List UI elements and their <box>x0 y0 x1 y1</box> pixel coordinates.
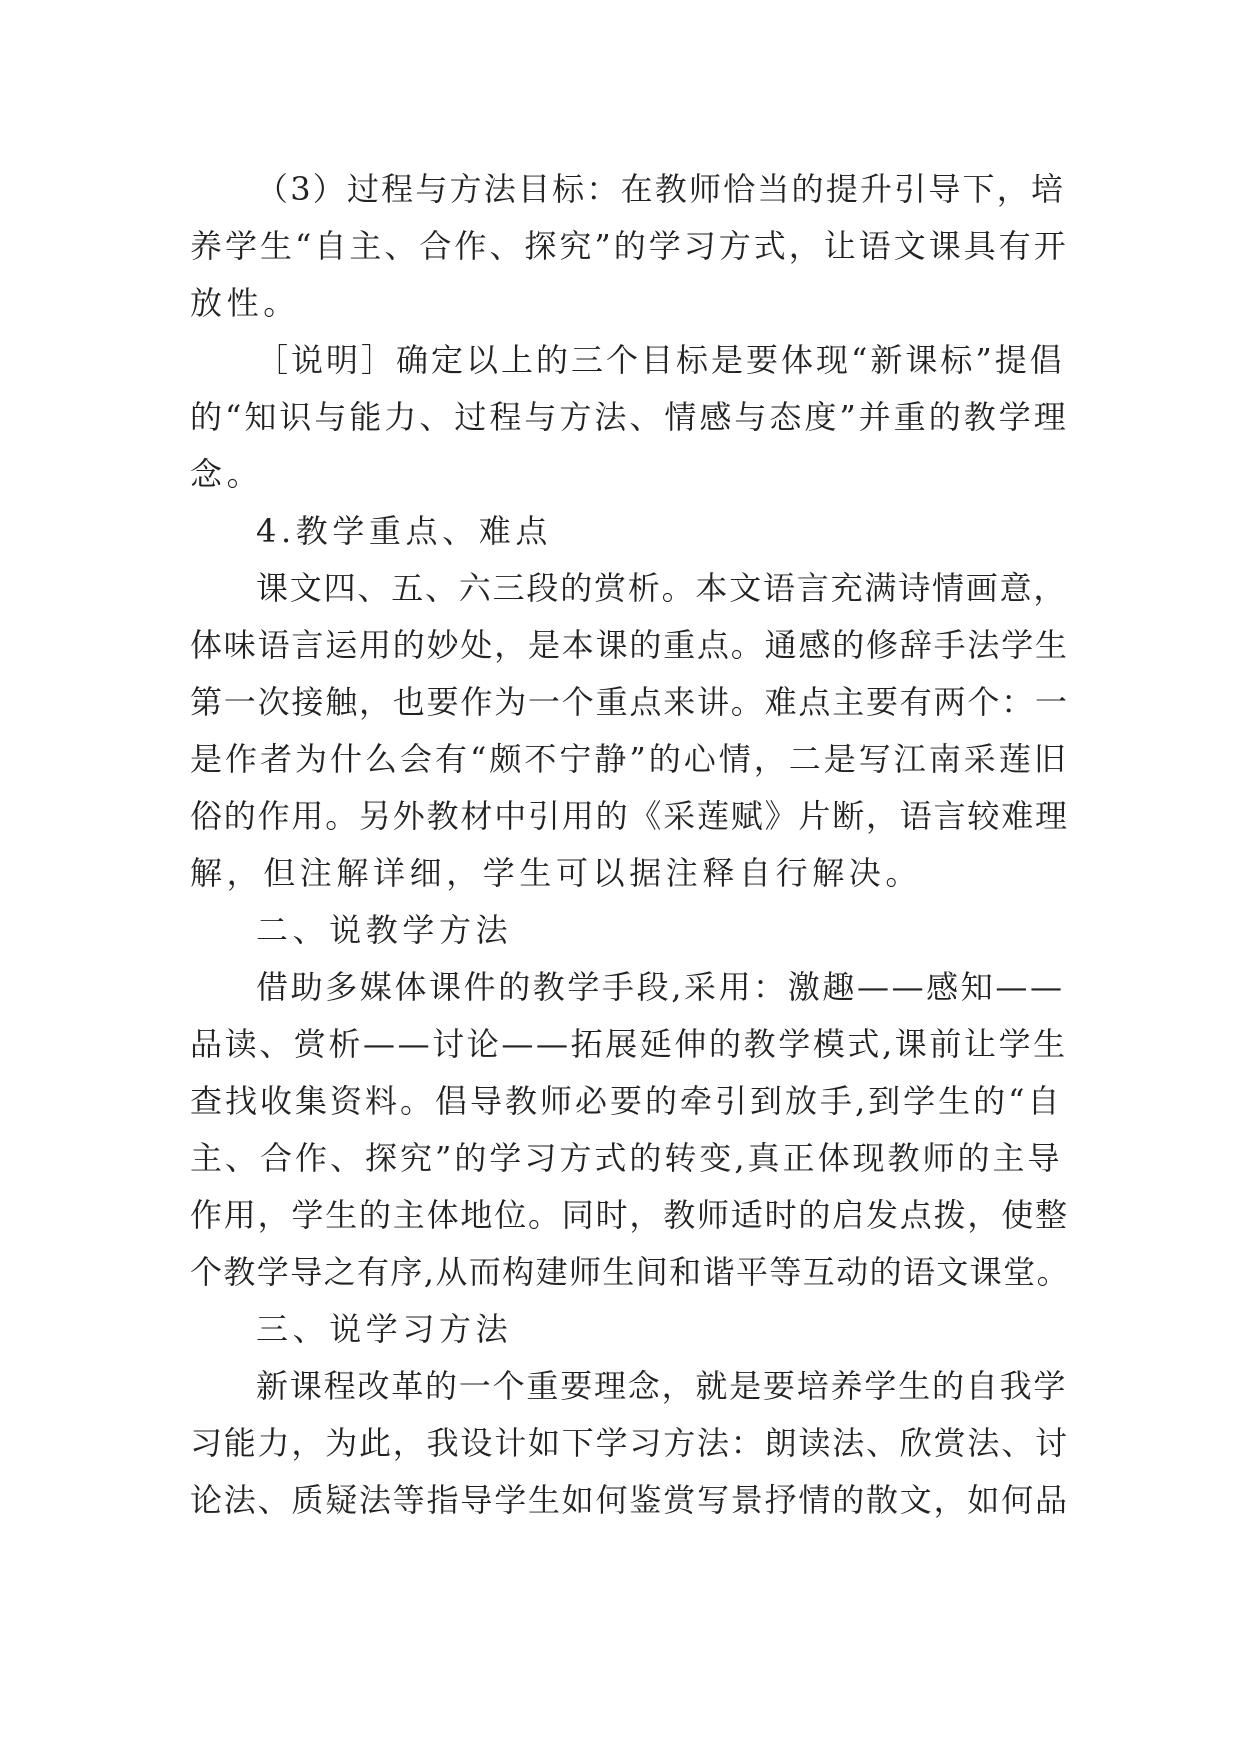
section-heading-key-points: 4.教学重点、难点 <box>256 512 552 550</box>
text-line-1: （3）过程与方法目标：在教师恰当的提升引导下，培 <box>256 170 1066 208</box>
text-line-2: 养学生“自主、合作、探究”的学习方式，让语文课具有开 <box>190 227 1069 265</box>
section-heading-teaching-methods: 二、说教学方法 <box>256 911 513 949</box>
text-line-22: 新课程改革的一个重要理念，就是要培养学生的自我学 <box>256 1367 1068 1405</box>
text-line-19: 作用，学生的主体地位。同时，教师适时的启发点拨，使整 <box>190 1196 1069 1234</box>
text-line-8: 课文四、五、六三段的赏析。本文语言充满诗情画意， <box>256 569 1068 607</box>
text-line-5: 的“知识与能力、过程与方法、情感与态度”并重的教学理 <box>190 398 1069 436</box>
text-line-9: 体味语言运用的妙处，是本课的重点。通感的修辞手法学生 <box>190 626 1069 664</box>
text-line-16: 品读、赏析——讨论——拓展延伸的教学模式,课前让学生 <box>190 1025 1068 1063</box>
text-line-23: 习能力，为此，我设计如下学习方法：朗读法、欣赏法、讨 <box>190 1424 1069 1462</box>
text-line-11: 是作者为什么会有“颇不宁静”的心情，二是写江南采莲旧 <box>190 740 1069 778</box>
text-line-18: 主、合作、探究”的学习方式的转变,真正体现教师的主导 <box>190 1139 1063 1177</box>
section-heading-learning-methods: 三、说学习方法 <box>256 1310 513 1348</box>
text-line-3: 放性。 <box>190 284 300 322</box>
text-line-24: 论法、质疑法等指导学生如何鉴赏写景抒情的散文，如何品 <box>190 1481 1069 1519</box>
text-line-17: 查找收集资料。倡导教师必要的牵引到放手,到学生的“自 <box>190 1082 1063 1120</box>
text-line-13: 解，但注解详细，学生可以据注释自行解决。 <box>190 854 923 892</box>
text-line-6: 念。 <box>190 455 264 493</box>
text-line-20: 个教学导之有序,从而构建师生间和谐平等互动的语文课堂。 <box>190 1253 1070 1291</box>
text-line-10: 第一次接触，也要作为一个重点来讲。难点主要有两个：一 <box>190 683 1069 721</box>
text-line-15: 借助多媒体课件的教学手段,采用：激趣——感知—— <box>256 968 1065 1006</box>
text-line-12: 俗的作用。另外教材中引用的《采莲赋》片断，语言较难理 <box>190 797 1069 835</box>
text-line-4: ［说明］确定以上的三个目标是要体现“新课标”提倡 <box>256 341 1065 379</box>
